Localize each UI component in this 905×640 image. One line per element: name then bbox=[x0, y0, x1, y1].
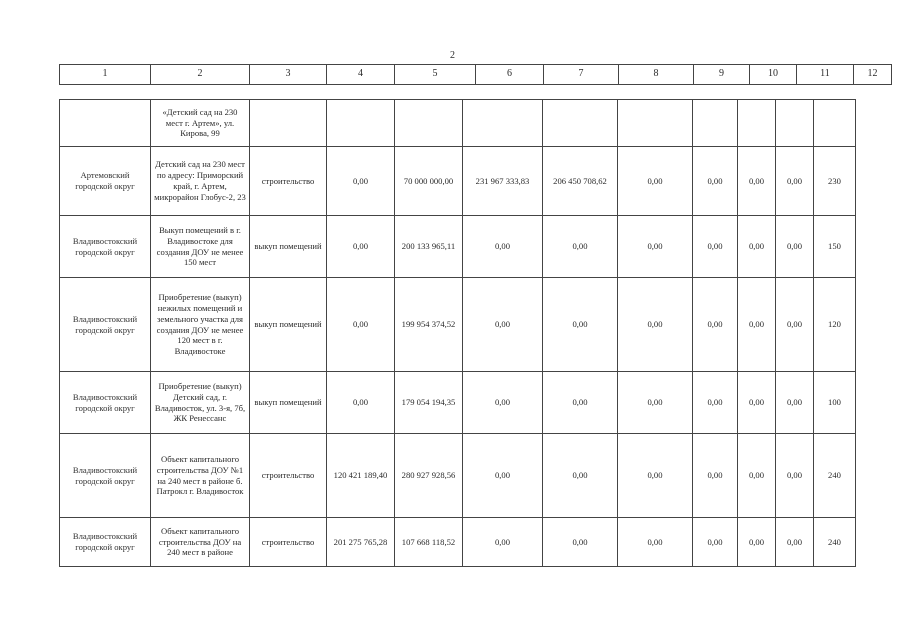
object-name-cell: Приобретение (выкуп) нежилых помещений и земельного участка для создания ДОУ не менее 120 мест в г. Владивостоке bbox=[151, 278, 250, 372]
municipality-cell: Владивостокский городской округ bbox=[60, 216, 151, 278]
table-row bbox=[60, 216, 856, 278]
work-type-cell: выкуп помещений bbox=[250, 372, 327, 434]
column-number: 11 bbox=[797, 65, 854, 85]
column-number: 2 bbox=[151, 65, 250, 85]
object-name-cell: Выкуп помещений в г. Владивостоке для создания ДОУ не менее 150 мест bbox=[151, 216, 250, 278]
amount-cell: 0,00 bbox=[618, 372, 693, 434]
object-name-cell: Приобретение (выкуп) Детский сад, г. Владивосток, ул. 3-я, 7б, ЖК Ренессанс bbox=[151, 372, 250, 434]
places-cell: 100 bbox=[814, 372, 856, 434]
amount-cell: 0,00 bbox=[463, 216, 543, 278]
amount-cell bbox=[738, 100, 776, 147]
amount-cell: 0,00 bbox=[618, 434, 693, 518]
column-number: 7 bbox=[544, 65, 619, 85]
amount-cell: 0,00 bbox=[693, 216, 738, 278]
work-type-cell: строительство bbox=[250, 518, 327, 567]
column-number: 3 bbox=[250, 65, 327, 85]
municipality-cell: Владивостокский городской округ bbox=[60, 278, 151, 372]
column-number-header bbox=[59, 64, 892, 85]
amount-cell: 0,00 bbox=[327, 216, 395, 278]
object-name-cell: «Детский сад на 230 мест г. Артем», ул. Кирова, 99 bbox=[151, 100, 250, 147]
places-cell: 240 bbox=[814, 434, 856, 518]
header-row bbox=[60, 65, 892, 85]
amount-cell: 206 450 708,62 bbox=[543, 147, 618, 216]
amount-cell: 0,00 bbox=[463, 434, 543, 518]
amount-cell: 0,00 bbox=[618, 147, 693, 216]
amount-cell bbox=[776, 100, 814, 147]
amount-cell: 0,00 bbox=[738, 434, 776, 518]
amount-cell: 201 275 765,28 bbox=[327, 518, 395, 567]
column-number: 9 bbox=[694, 65, 750, 85]
table-row bbox=[60, 372, 856, 434]
amount-cell: 0,00 bbox=[693, 434, 738, 518]
amount-cell: 0,00 bbox=[618, 518, 693, 567]
municipality-cell: Владивостокский городской округ bbox=[60, 372, 151, 434]
amount-cell bbox=[618, 100, 693, 147]
column-number: 8 bbox=[619, 65, 694, 85]
amount-cell: 231 967 333,83 bbox=[463, 147, 543, 216]
municipality-cell bbox=[60, 100, 151, 147]
table-row bbox=[60, 278, 856, 372]
amount-cell: 0,00 bbox=[463, 278, 543, 372]
amount-cell: 120 421 189,40 bbox=[327, 434, 395, 518]
column-number: 12 bbox=[854, 65, 892, 85]
table-row bbox=[60, 434, 856, 518]
amount-cell: 0,00 bbox=[738, 147, 776, 216]
amount-cell: 0,00 bbox=[776, 216, 814, 278]
amount-cell: 199 954 374,52 bbox=[395, 278, 463, 372]
amount-cell: 179 054 194,35 bbox=[395, 372, 463, 434]
amount-cell: 0,00 bbox=[693, 372, 738, 434]
places-cell: 120 bbox=[814, 278, 856, 372]
amount-cell: 0,00 bbox=[693, 278, 738, 372]
amount-cell: 200 133 965,11 bbox=[395, 216, 463, 278]
object-name-cell: Объект капитального строительства ДОУ №1 на 240 мест в районе б. Патрокл г. Владивосток bbox=[151, 434, 250, 518]
amount-cell bbox=[327, 100, 395, 147]
amount-cell: 0,00 bbox=[543, 372, 618, 434]
amount-cell: 0,00 bbox=[618, 278, 693, 372]
work-type-cell: выкуп помещений bbox=[250, 216, 327, 278]
amount-cell: 0,00 bbox=[327, 278, 395, 372]
amount-cell: 0,00 bbox=[327, 147, 395, 216]
amount-cell bbox=[693, 100, 738, 147]
municipality-cell: Владивостокский городской округ bbox=[60, 434, 151, 518]
column-number: 1 bbox=[60, 65, 151, 85]
work-type-cell: строительство bbox=[250, 147, 327, 216]
amount-cell: 0,00 bbox=[543, 216, 618, 278]
amount-cell: 0,00 bbox=[776, 372, 814, 434]
amount-cell: 0,00 bbox=[738, 278, 776, 372]
amount-cell bbox=[463, 100, 543, 147]
amount-cell: 0,00 bbox=[776, 518, 814, 567]
places-cell: 150 bbox=[814, 216, 856, 278]
amount-cell: 0,00 bbox=[463, 518, 543, 567]
object-name-cell: Объект капитального строительства ДОУ на 240 мест в районе bbox=[151, 518, 250, 567]
amount-cell: 70 000 000,00 bbox=[395, 147, 463, 216]
work-type-cell: строительство bbox=[250, 434, 327, 518]
amount-cell: 0,00 bbox=[618, 216, 693, 278]
table-row bbox=[60, 100, 856, 147]
places-cell: 240 bbox=[814, 518, 856, 567]
places-cell: 230 bbox=[814, 147, 856, 216]
amount-cell bbox=[543, 100, 618, 147]
amount-cell: 0,00 bbox=[327, 372, 395, 434]
amount-cell: 0,00 bbox=[693, 147, 738, 216]
page-number: 2 bbox=[450, 50, 455, 61]
work-type-cell: выкуп помещений bbox=[250, 278, 327, 372]
table-row bbox=[60, 147, 856, 216]
amount-cell: 0,00 bbox=[463, 372, 543, 434]
data-table bbox=[59, 99, 856, 567]
amount-cell: 0,00 bbox=[543, 518, 618, 567]
amount-cell: 0,00 bbox=[543, 434, 618, 518]
municipality-cell: Владивостокский городской округ bbox=[60, 518, 151, 567]
object-name-cell: Детский сад на 230 мест по адресу: Приморский край, г. Артем, микрорайон Глобус-2, 23 bbox=[151, 147, 250, 216]
amount-cell: 0,00 bbox=[776, 278, 814, 372]
amount-cell: 107 668 118,52 bbox=[395, 518, 463, 567]
amount-cell: 280 927 928,56 bbox=[395, 434, 463, 518]
amount-cell: 0,00 bbox=[738, 372, 776, 434]
column-number: 4 bbox=[327, 65, 395, 85]
work-type-cell bbox=[250, 100, 327, 147]
amount-cell: 0,00 bbox=[738, 216, 776, 278]
amount-cell: 0,00 bbox=[738, 518, 776, 567]
column-number: 10 bbox=[750, 65, 797, 85]
places-cell bbox=[814, 100, 856, 147]
column-number: 6 bbox=[476, 65, 544, 85]
amount-cell: 0,00 bbox=[776, 147, 814, 216]
municipality-cell: Артемовский городской округ bbox=[60, 147, 151, 216]
amount-cell: 0,00 bbox=[543, 278, 618, 372]
column-number: 5 bbox=[395, 65, 476, 85]
table-row bbox=[60, 518, 856, 567]
amount-cell: 0,00 bbox=[776, 434, 814, 518]
amount-cell bbox=[395, 100, 463, 147]
amount-cell: 0,00 bbox=[693, 518, 738, 567]
